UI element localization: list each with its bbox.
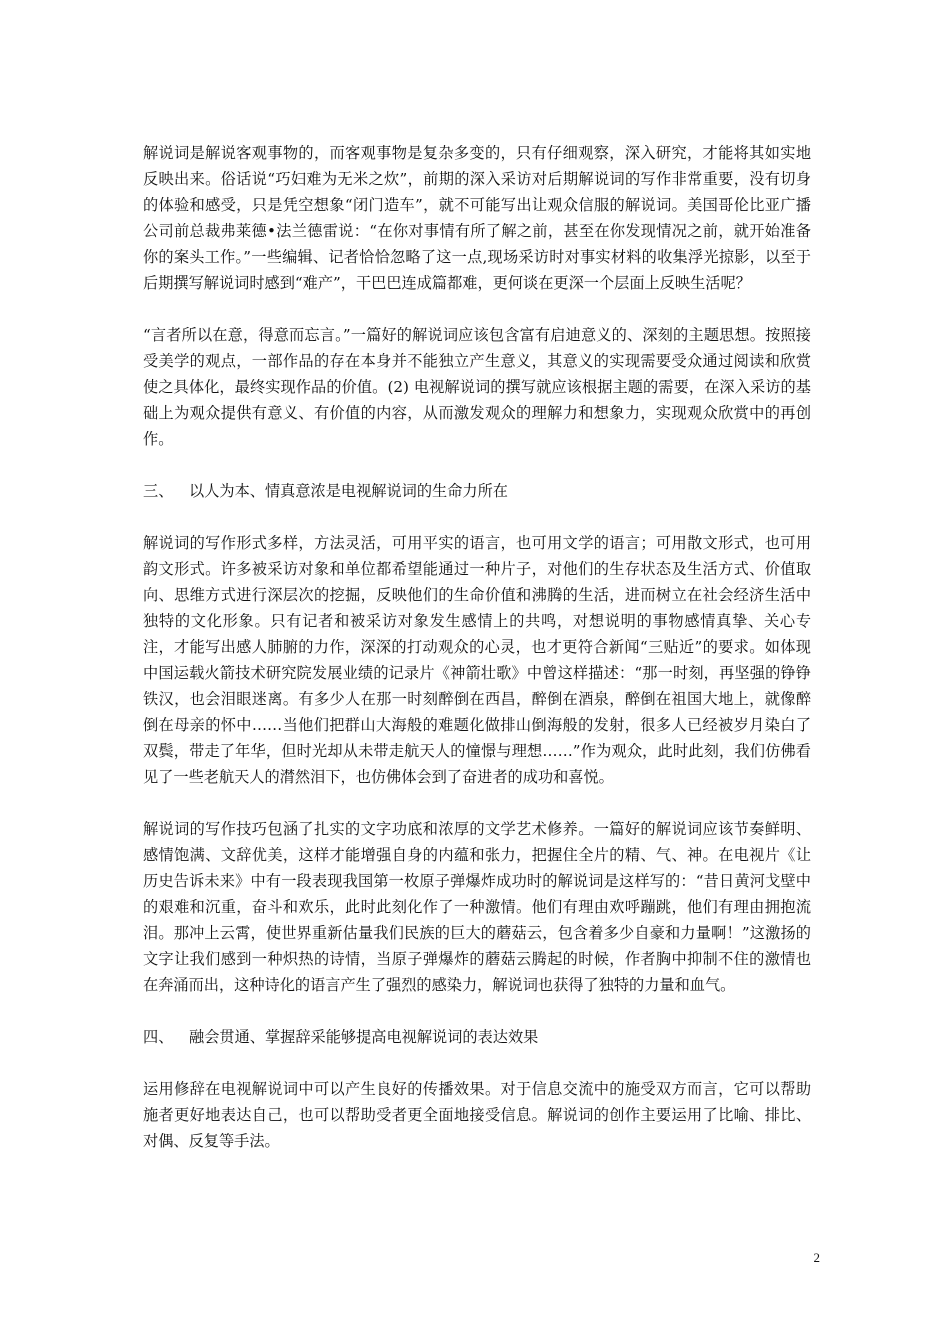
section-title-4: 融会贯通、掌握辞采能够提高电视解说词的表达效果 (189, 1028, 539, 1046)
section-heading-3 (143, 478, 811, 504)
section-number-3: 三、 (143, 482, 174, 500)
page-number: 2 (813, 1250, 820, 1265)
paragraph-3: 解说词的写作形式多样，方法灵活，可用平实的语言，也可用文学的语言；可用散文形式，也可用韵文形式。许多被采访对象和单位都希望能通过一种片子，对他们的生存状态及生活方式、价值取向、思维方式进行深层次的挖掘，反映他们的生命价值和沸腾的生活，进而树立在社会经济生活中独特的文化形象。只有记者和被采访对象发生感情上的共鸣，对想说明的事物感情真挚、关心专注，才能写出感人肺腑的力作，深深的打动观众的心灵，也才更符合新闻“三贴近”的要求。如体现中国运载火箭技术研究院发展业绩的记录片《神箭壮歌》中曾这样描述：“那一时刻，再坚强的铮铮铁汉，也会泪眼迷离。有多少人在那一时刻醉倒在西昌，醉倒在酒泉，醉倒在祖国大地上，就像醉倒在母亲的怀中……当他们把群山大海般的难题化做排山倒海般的发射，很多人已经被岁月染白了双鬓，带走了年华，但时光却从未带走航天人的憧憬与理想……”作为观众，此时此刻，我们仿佛看见了一些老航天人的潸然泪下，也仿佛体会到了奋进者的成功和喜悦。 (143, 534, 811, 786)
paragraph-5: 运用修辞在电视解说词中可以产生良好的传播效果。对于信息交流中的施受双方而言，它可以帮助施者更好地表达自己，也可以帮助受者更全面地接受信息。解说词的创作主要运用了比喻、排比、对偶、反复等手法。 (143, 1080, 811, 1150)
paragraph-4: 解说词的写作技巧包涵了扎实的文字功底和浓厚的文学艺术修养。一篇好的解说词应该节奏鲜明、感情饱满、文辞优美，这样才能增强自身的内蕴和张力，把握住全片的精、气、神。在电视片《让历史告诉未来》中有一段表现我国第一枚原子弹爆炸成功时的解说词是这样写的：“昔日黄河戈壁中的艰难和沉重，奋斗和欢乐，此时此刻化作了一种激情。他们有理由欢呼蹦跳，他们有理由拥抱流泪。那冲上云霄，使世界重新估量我们民族的巨大的蘑菇云，包含着多少自豪和力量啊！”这激扬的文字让我们感到一种炽热的诗情，当原子弹爆炸的蘑菇云腾起的时候，作者胸中抑制不住的激情也在奔涌而出，这种诗化的语言产生了强烈的感染力，解说词也获得了独特的力量和血气。 (143, 820, 811, 994)
section-heading-4 (143, 1024, 811, 1050)
section-title-3: 以人为本、情真意浓是电视解说词的生命力所在 (189, 482, 508, 500)
section-number-4: 四、 (143, 1028, 174, 1046)
paragraph-2: “言者所以在意，得意而忘言。”一篇好的解说词应该包含富有启迪意义的、深刻的主题思想。按照接受美学的观点，一部作品的存在本身并不能独立产生意义，其意义的实现需要受众通过阅读和欣赏使之具体化，最终实现作品的价值。(2) 电视解说词的撰写就应该根据主题的需要，在深入采访的基础上为观众提供有意义、有价值的内容，从而激发观众的理解力和想象力，实现观众欣赏中的再创作。 (143, 326, 811, 448)
document-body (143, 140, 811, 1154)
paragraph-1: 解说词是解说客观事物的，而客观事物是复杂多变的，只有仔细观察，深入研究，才能将其如实地反映出来。俗话说“巧妇难为无米之炊”，前期的深入采访对后期解说词的写作非常重要，没有切身的体验和感受，只是凭空想象“闭门造车”，就不可能写出让观众信服的解说词。美国哥伦比亚广播公司前总裁弗莱德•法兰德雷说：“在你对事情有所了解之前，甚至在你发现情况之前，就开始准备你的案头工作。”一些编辑、记者恰恰忽略了这一点,现场采访时对事实材料的收集浮光掠影，以至于后期撰写解说词时感到“难产”，干巴巴连成篇都难，更何谈在更深一个层面上反映生活呢？ (143, 144, 811, 292)
